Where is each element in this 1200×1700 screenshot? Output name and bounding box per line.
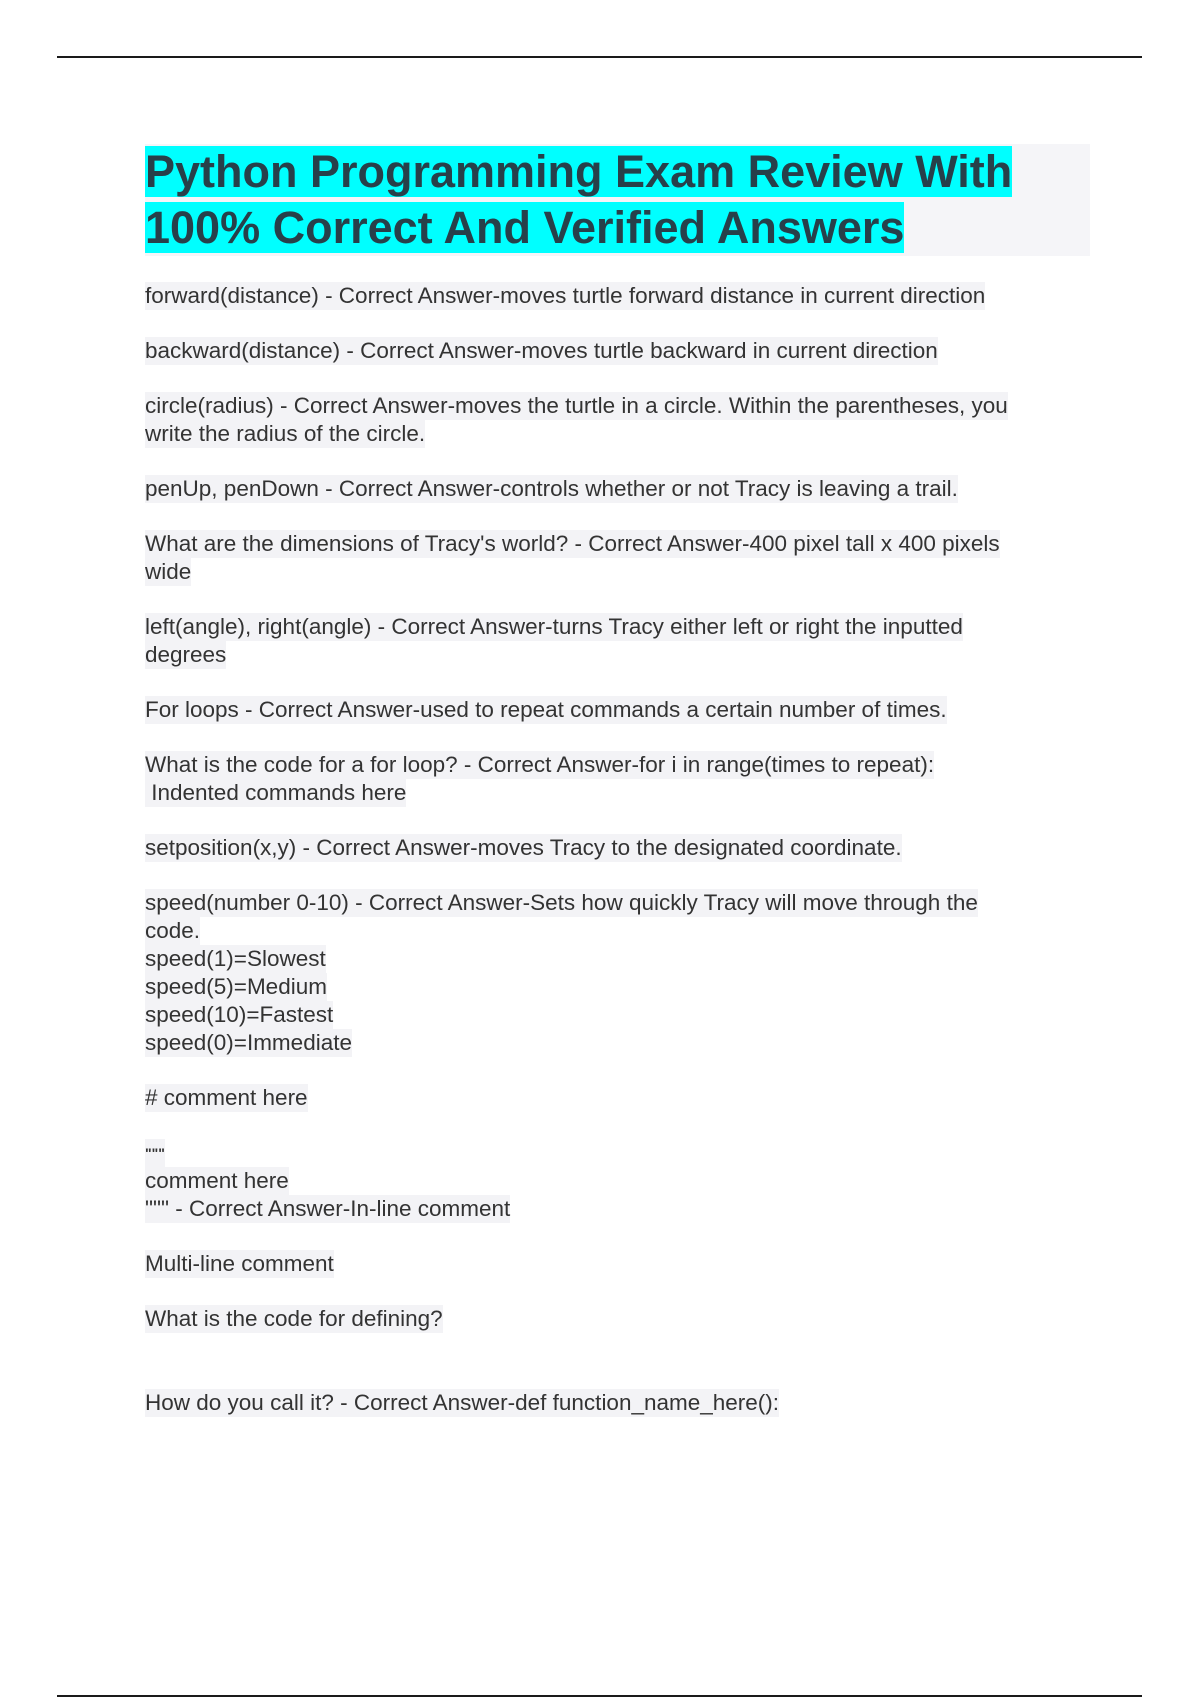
title-line-1: Python Programming Exam Review With [145, 146, 1013, 197]
entry-line: forward(distance) - Correct Answer-moves turtle forward distance in current direction [145, 283, 986, 308]
entry-line: write the radius of the circle. [145, 421, 426, 446]
entry-line: code. [145, 918, 201, 943]
entry-line: """ - Correct Answer-In-line comment [145, 1196, 511, 1221]
qa-entry-call [145, 1389, 1090, 1417]
qa-entry-setposition [145, 834, 1090, 862]
entry-line: # comment here [145, 1085, 308, 1110]
entry-line: degrees [145, 642, 227, 667]
entry-line: """ [145, 1139, 165, 1167]
entry-line: speed(1)=Slowest [145, 946, 326, 971]
qa-entry-turn [145, 613, 1090, 669]
entry-line: speed(0)=Immediate [145, 1030, 352, 1055]
entry-line: wide [145, 559, 192, 584]
qa-entry-dimensions [145, 530, 1090, 586]
qa-entry-comment [145, 1084, 1090, 1112]
entry-line: For loops - Correct Answer-used to repeat commands a certain number of times. [145, 697, 947, 722]
entry-line: circle(radius) - Correct Answer-moves the turtle in a circle. Within the parentheses, you [145, 393, 1008, 418]
qa-entry-backward [145, 337, 1090, 365]
document-body [145, 144, 1090, 1444]
qa-entry-multiline [145, 1250, 1090, 1278]
entry-line: speed(10)=Fastest [145, 1002, 334, 1027]
entry-line: setposition(x,y) - Correct Answer-moves Tracy to the designated coordinate. [145, 835, 902, 860]
entry-line: backward(distance) - Correct Answer-moves turtle backward in current direction [145, 338, 938, 363]
qa-entry-docstring [145, 1139, 1090, 1223]
footer-rule [57, 1695, 1142, 1697]
entry-line: What are the dimensions of Tracy's world? - Correct Answer-400 pixel tall x 400 pixels [145, 531, 1000, 556]
qa-entry-circle [145, 392, 1090, 448]
qa-entry-for-loops [145, 696, 1090, 724]
qa-entry-pen [145, 475, 1090, 503]
header-rule [57, 56, 1142, 58]
entry-line: What is the code for defining? [145, 1306, 443, 1331]
entry-line: left(angle), right(angle) - Correct Answer-turns Tracy either left or right the inputted [145, 614, 963, 639]
entry-line: Indented commands here [145, 780, 407, 805]
entry-line: comment here [145, 1168, 289, 1193]
entry-line: How do you call it? - Correct Answer-def function_name_here(): [145, 1390, 780, 1415]
entry-line: speed(number 0-10) - Correct Answer-Sets how quickly Tracy will move through the [145, 890, 978, 915]
qa-entry-defining [145, 1305, 1090, 1333]
entry-line: penUp, penDown - Correct Answer-controls whether or not Tracy is leaving a trail. [145, 476, 958, 501]
title-block [145, 144, 1090, 256]
entry-line: What is the code for a for loop? - Correct Answer-for i in range(times to repeat): [145, 752, 935, 777]
qa-entry-forward [145, 282, 1090, 310]
document-title [145, 144, 1090, 256]
title-line-2: 100% Correct And Verified Answers [145, 202, 905, 253]
entry-line: Multi-line comment [145, 1251, 334, 1276]
qa-entry-for-loop-code [145, 751, 1090, 807]
entry-line: speed(5)=Medium [145, 974, 327, 999]
qa-entry-speed [145, 889, 1090, 1057]
